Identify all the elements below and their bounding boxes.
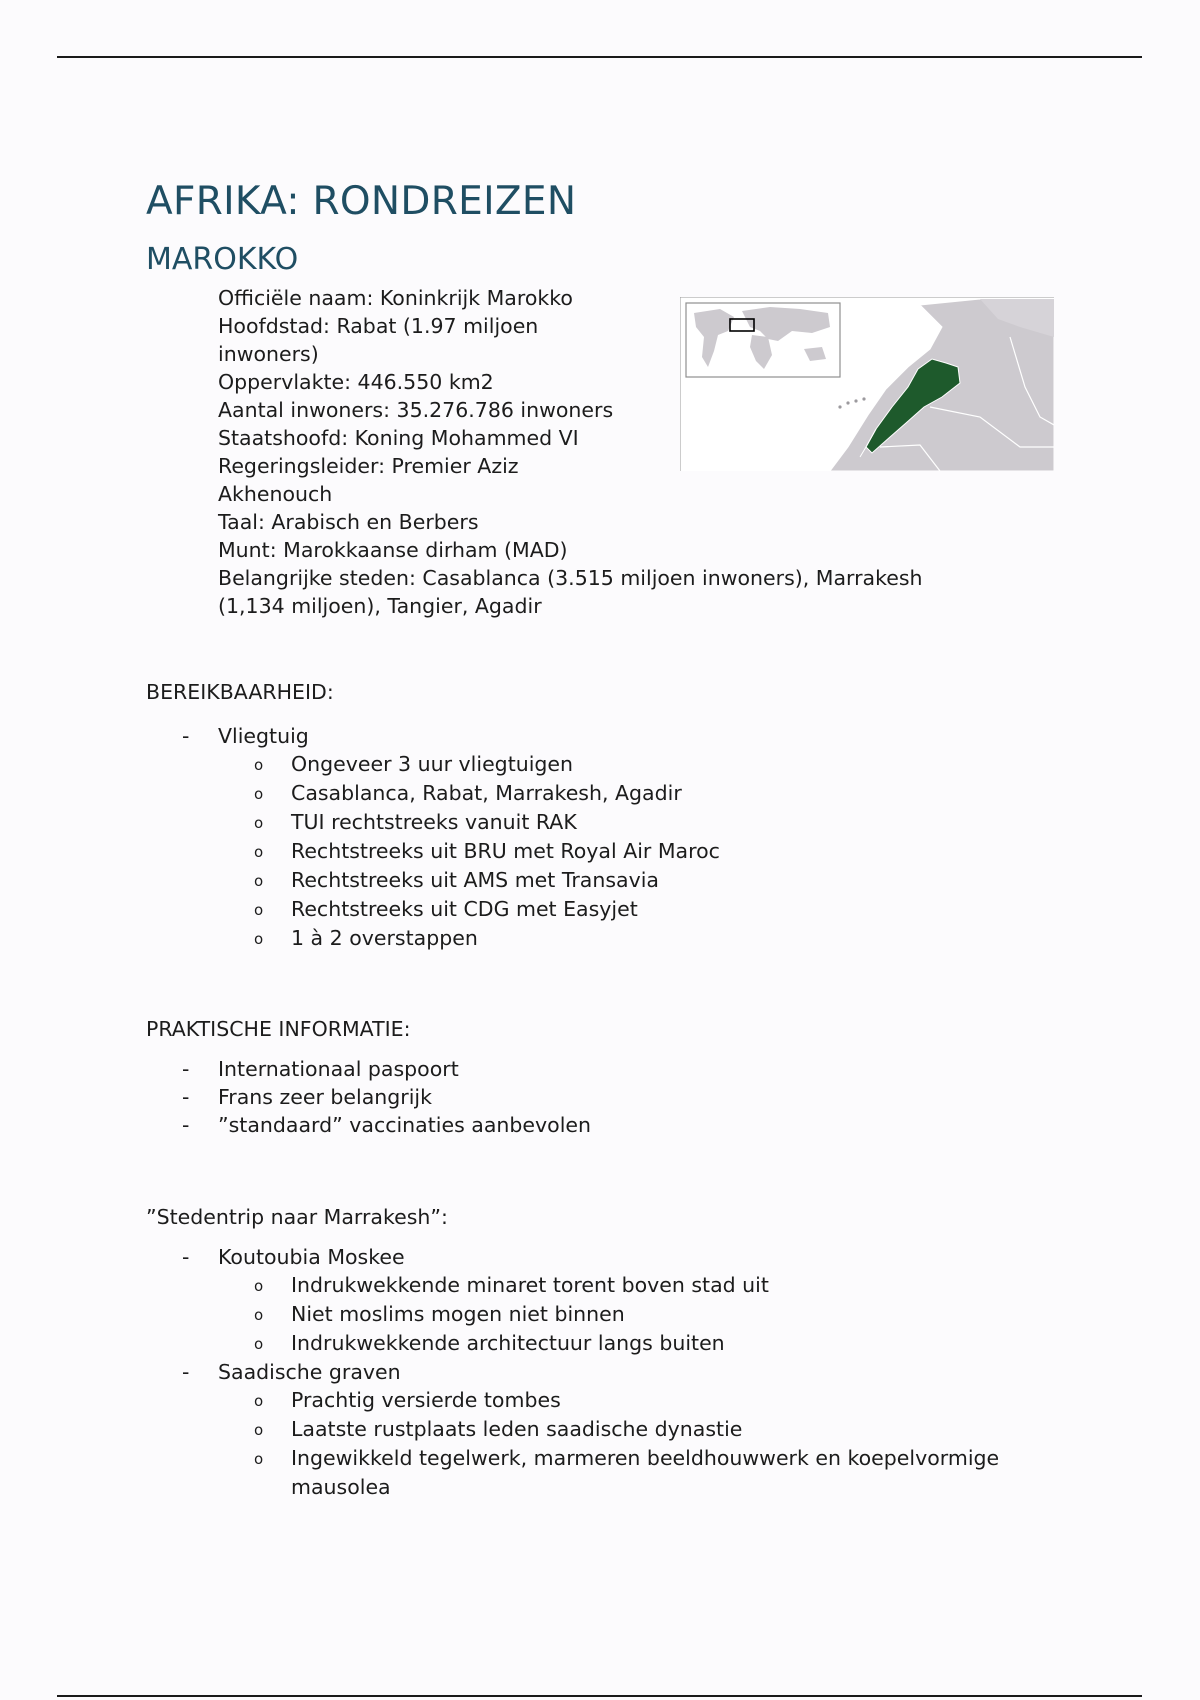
page-title: AFRIKA: RONDREIZEN (146, 179, 577, 224)
page-content (146, 176, 1106, 1502)
fact-line: Oppervlakte: 446.550 km2 (218, 370, 494, 394)
section-heading-bereikbaarheid: BEREIKBAARHEID: (146, 680, 334, 704)
list-item: - ”standaard” vaccinaties aanbevolen (146, 1111, 1106, 1139)
sub-list-item: o Niet moslims mogen niet binnen (146, 1300, 1106, 1329)
list-item-label: Koutoubia Moskee (218, 1245, 405, 1269)
list-item: - Frans zeer belangrijk (146, 1083, 1106, 1111)
bottom-rule (57, 1695, 1142, 1697)
bereikbaarheid-list (146, 722, 1106, 953)
country-facts (218, 284, 923, 620)
list-item (146, 722, 1106, 953)
list-item (146, 1243, 1106, 1358)
fact-line: Belangrijke steden: Casablanca (3.515 miljoen inwoners), Marrakesh (218, 566, 923, 590)
sub-list-item: o Indrukwekkende minaret torent boven stad uit (146, 1271, 1106, 1300)
fact-line: Officiële naam: Koninkrijk Marokko (218, 286, 573, 310)
fact-line: Staatshoofd: Koning Mohammed VI (218, 426, 579, 450)
sub-list-item: o Rechtstreeks uit AMS met Transavia (146, 866, 1106, 895)
sub-list-item: o Laatste rustplaats leden saadische dynastie (146, 1415, 1106, 1444)
sub-list-item: o Ongeveer 3 uur vliegtuigen (146, 750, 1106, 779)
sub-list (218, 750, 1106, 953)
list-item (146, 1358, 1106, 1502)
fact-line: (1,134 miljoen), Tangier, Agadir (218, 594, 542, 618)
sub-list-item: o Casablanca, Rabat, Marrakesh, Agadir (146, 779, 1106, 808)
sub-list-item: o TUI rechtstreeks vanuit RAK (146, 808, 1106, 837)
top-rule (57, 56, 1142, 58)
sub-list (218, 1386, 1106, 1502)
morocco-location-map-icon (680, 297, 1054, 471)
sub-list-item: o Rechtstreeks uit BRU met Royal Air Maroc (146, 837, 1106, 866)
sub-list (218, 1271, 1106, 1358)
list-item: - Internationaal paspoort (146, 1055, 1106, 1083)
fact-line: Akhenouch (218, 482, 333, 506)
sub-list-item: o 1 à 2 overstappen (146, 924, 1106, 953)
sub-list-item: o Prachtig versierde tombes (146, 1386, 1106, 1415)
country-heading: MAROKKO (146, 242, 299, 277)
fact-line: inwoners) (218, 342, 319, 366)
sub-list-item: o Rechtstreeks uit CDG met Easyjet (146, 895, 1106, 924)
fact-line: Taal: Arabisch en Berbers (218, 510, 479, 534)
list-item-label: Saadische graven (218, 1360, 401, 1384)
stedentrip-list (146, 1243, 1106, 1502)
praktisch-list (146, 1055, 1106, 1139)
list-item-label: Vliegtuig (218, 724, 309, 748)
fact-line: Aantal inwoners: 35.276.786 inwoners (218, 398, 614, 422)
sub-list-item: o Ingewikkeld tegelwerk, marmeren beeldhouwwerk en koepelvormige mausolea (146, 1444, 1091, 1502)
fact-line: Regeringsleider: Premier Aziz (218, 454, 519, 478)
fact-line: Hoofdstad: Rabat (1.97 miljoen (218, 314, 539, 338)
section-heading-praktisch: PRAKTISCHE INFORMATIE: (146, 1017, 411, 1041)
section-heading-stedentrip: ”Stedentrip naar Marrakesh”: (146, 1205, 448, 1229)
fact-line: Munt: Marokkaanse dirham (MAD) (218, 538, 568, 562)
sub-list-item: o Indrukwekkende architectuur langs buiten (146, 1329, 1106, 1358)
